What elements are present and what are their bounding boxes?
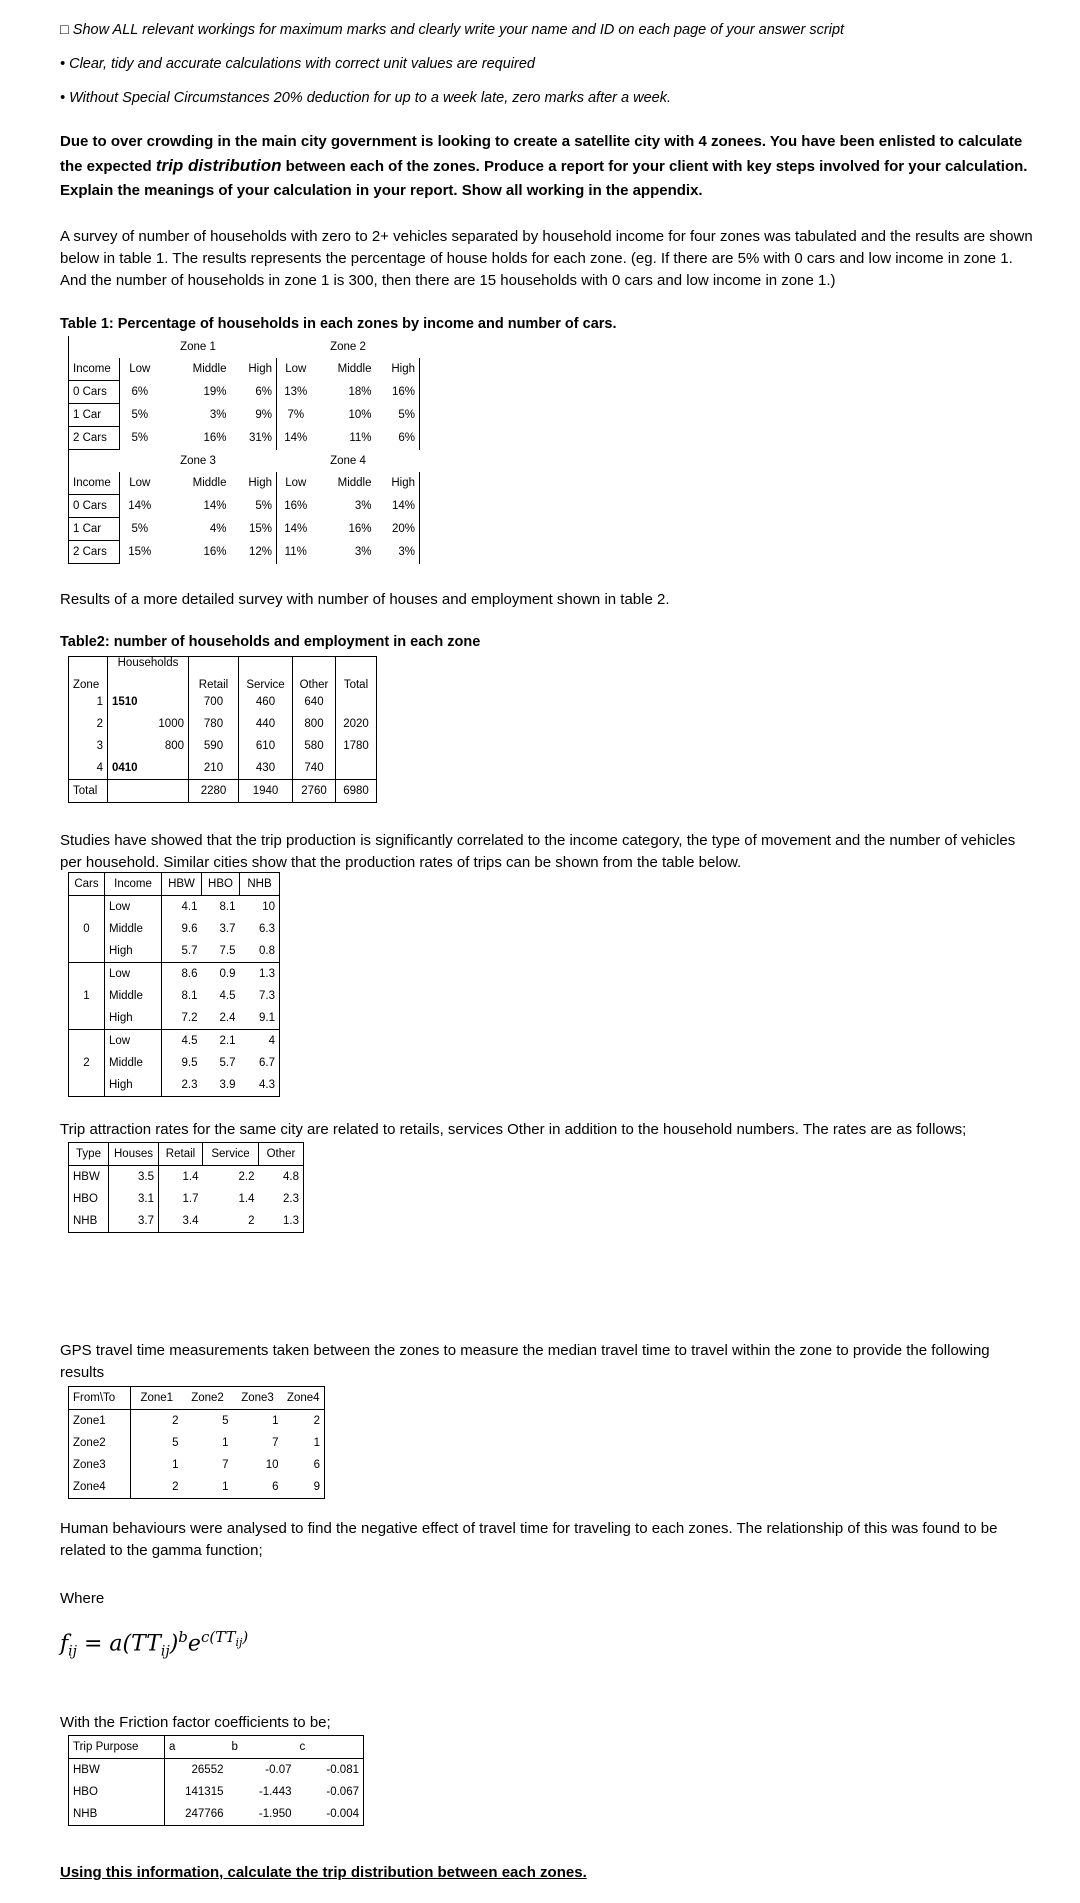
friction-coefficient: -1.443 bbox=[258, 1786, 292, 1798]
production-rate: 4.5 bbox=[162, 1030, 202, 1053]
table1-cell: 4% bbox=[209, 523, 227, 535]
friction-coefficient: 141315 bbox=[185, 1786, 224, 1798]
table1-cell: 19% bbox=[203, 386, 227, 398]
table2-zone: 2 bbox=[69, 713, 108, 735]
production-rate: 10 bbox=[262, 901, 275, 913]
table1-cell: 5% bbox=[131, 409, 149, 421]
table1-row bbox=[69, 518, 420, 541]
table2-households: 800 bbox=[108, 735, 189, 757]
attraction-header-row bbox=[69, 1143, 304, 1166]
table1-cell: 3% bbox=[376, 541, 420, 564]
formula-lhs: f bbox=[60, 1631, 69, 1657]
production-rate: 4.1 bbox=[181, 901, 198, 913]
travel-time: 9 bbox=[313, 1481, 320, 1493]
friction-header: b bbox=[228, 1736, 296, 1759]
production-rate: 6.7 bbox=[259, 1057, 275, 1069]
attraction-type: HBW bbox=[69, 1166, 109, 1189]
table1-income-level: High bbox=[231, 358, 277, 381]
table1-cell: 9% bbox=[231, 404, 277, 427]
travel-row bbox=[69, 1410, 325, 1433]
travel-time: 2 bbox=[172, 1481, 179, 1493]
table2-header: Service bbox=[239, 657, 293, 691]
travel-row bbox=[69, 1476, 325, 1499]
travel-header: Zone3 bbox=[233, 1387, 283, 1410]
table1-cell: 16% bbox=[376, 381, 420, 404]
table2 bbox=[68, 656, 377, 803]
formula-e: e bbox=[187, 1631, 201, 1657]
production-header-row bbox=[69, 873, 280, 896]
friction-purpose: HBW bbox=[69, 1759, 165, 1782]
table1-row-label: 2 Cars bbox=[69, 427, 120, 450]
table2-other: 2760 bbox=[293, 779, 336, 802]
table1-cell: 15% bbox=[128, 546, 152, 558]
table1-cell: 13% bbox=[284, 386, 308, 398]
table1-income-level: Low bbox=[285, 477, 307, 490]
table1-cell: 14% bbox=[376, 495, 420, 518]
table1-income-level: High bbox=[376, 472, 420, 495]
production-cars: 0 bbox=[69, 918, 105, 940]
friction-coefficient: -0.07 bbox=[265, 1764, 292, 1776]
travel-time: 5 bbox=[172, 1437, 179, 1449]
production-rate: 0.9 bbox=[202, 963, 240, 986]
production-row bbox=[69, 918, 280, 940]
travel-header: Zone2 bbox=[183, 1387, 233, 1410]
table1-cell: 31% bbox=[231, 427, 277, 450]
friction-coefficient: 247766 bbox=[185, 1808, 224, 1820]
table2-other: 640 bbox=[293, 691, 336, 713]
friction-table bbox=[68, 1735, 364, 1826]
table1-income-label: Income bbox=[69, 358, 120, 381]
travel-header: Zone1 bbox=[131, 1387, 183, 1410]
friction-coefficient: -0.004 bbox=[326, 1808, 359, 1820]
production-rate: 5.7 bbox=[219, 1057, 236, 1069]
brief-emphasis: trip distribution bbox=[155, 156, 282, 175]
attraction-rate: 2 bbox=[248, 1215, 255, 1227]
table1-income-level: High bbox=[231, 472, 277, 495]
production-rate: 2.1 bbox=[202, 1030, 240, 1053]
production-header: HBO bbox=[202, 873, 240, 896]
attraction-row bbox=[69, 1210, 304, 1233]
table1-cell: 5% bbox=[376, 404, 420, 427]
production-rate: 1.3 bbox=[240, 963, 280, 986]
travel-time: 6 bbox=[272, 1481, 279, 1493]
production-rate: 4 bbox=[240, 1030, 280, 1053]
travel-time: 1 bbox=[172, 1459, 179, 1471]
table2-total: 6980 bbox=[336, 779, 377, 802]
production-income: High bbox=[105, 1074, 162, 1097]
travel-time: 1 bbox=[313, 1437, 320, 1449]
table1-empty-cell bbox=[69, 336, 120, 358]
attraction-rate: 2.2 bbox=[238, 1171, 255, 1183]
attraction-rate: 1.3 bbox=[283, 1215, 299, 1227]
production-row bbox=[69, 1052, 280, 1074]
table1-cell: 6% bbox=[231, 381, 277, 404]
table1-row-label: 1 Car bbox=[69, 404, 120, 427]
table2-zone: Total bbox=[69, 779, 108, 802]
attraction-rate: 1.7 bbox=[182, 1193, 199, 1205]
production-rate: 8.6 bbox=[162, 963, 202, 986]
table1-cell: 14% bbox=[128, 500, 152, 512]
table1-cell: 15% bbox=[231, 518, 277, 541]
table1-cell: 18% bbox=[348, 386, 372, 398]
table1-cell: 11% bbox=[284, 546, 307, 558]
production-rate: 2.4 bbox=[219, 1012, 236, 1024]
attraction-table bbox=[68, 1142, 304, 1233]
table1-cell: 3% bbox=[354, 546, 372, 558]
friction-row bbox=[69, 1759, 364, 1782]
attraction-rate: 3.7 bbox=[109, 1210, 159, 1233]
travel-from-zone: Zone3 bbox=[69, 1454, 131, 1476]
table1 bbox=[68, 336, 420, 564]
table2-total bbox=[336, 691, 377, 713]
friction-header: c bbox=[296, 1736, 364, 1759]
travel-from-zone: Zone2 bbox=[69, 1432, 131, 1454]
attraction-row bbox=[69, 1188, 304, 1210]
table1-cell: 6% bbox=[131, 386, 149, 398]
formula-exp-close: ) bbox=[242, 1628, 249, 1646]
table2-row bbox=[69, 691, 377, 713]
table2-households: 0410 bbox=[108, 757, 189, 780]
production-cars bbox=[69, 1007, 105, 1030]
travel-time: 7 bbox=[272, 1437, 279, 1449]
table2-row bbox=[69, 713, 377, 735]
table2-retail: 700 bbox=[189, 691, 239, 713]
gps-paragraph: GPS travel time measurements taken between the zones to measure the median travel time to travel within the zone to provide the following results bbox=[60, 1342, 990, 1381]
production-header: Income bbox=[105, 873, 162, 896]
table1-income-level: Low bbox=[129, 477, 151, 490]
production-cars: 2 bbox=[69, 1052, 105, 1074]
attraction-header: Type bbox=[69, 1143, 109, 1166]
production-cars bbox=[69, 896, 105, 919]
travel-time: 2 bbox=[172, 1415, 179, 1427]
table1-row bbox=[69, 495, 420, 518]
production-rate: 8.1 bbox=[219, 901, 236, 913]
table1-empty-cell bbox=[69, 450, 120, 473]
table2-row bbox=[69, 779, 377, 802]
table2-retail: 2280 bbox=[189, 779, 239, 802]
instruction-1: □ Show ALL relevant workings for maximum marks and clearly write your name and ID on each page of your answer script bbox=[60, 22, 845, 38]
friction-purpose: HBO bbox=[69, 1781, 165, 1803]
attraction-rate: 3.5 bbox=[109, 1166, 159, 1189]
table1-cell: 5% bbox=[131, 432, 149, 444]
table1-cell: 14% bbox=[203, 500, 227, 512]
travel-time: 1 bbox=[222, 1437, 229, 1449]
table1-caption: Table 1: Percentage of households in each zones by income and number of cars. bbox=[60, 316, 617, 332]
attraction-type: HBO bbox=[69, 1188, 109, 1210]
friction-header: a bbox=[165, 1736, 228, 1759]
friction-row bbox=[69, 1803, 364, 1826]
table1-zone-label: Zone 1 bbox=[180, 341, 216, 353]
table2-other: 580 bbox=[293, 735, 336, 757]
travel-time: 2 bbox=[313, 1415, 320, 1427]
table2-zone: 1 bbox=[69, 691, 108, 713]
table1-row bbox=[69, 427, 420, 450]
attraction-header: Houses bbox=[109, 1143, 159, 1166]
attraction-row bbox=[69, 1166, 304, 1189]
production-income: Middle bbox=[105, 1052, 162, 1074]
table2-header: Total bbox=[343, 678, 369, 691]
table1-income-level: Low bbox=[285, 363, 307, 376]
table1-income-header-row bbox=[69, 472, 420, 495]
table1-income-level: Middle bbox=[337, 363, 372, 376]
production-cars bbox=[69, 963, 105, 986]
table1-row-label: 2 Cars bbox=[69, 541, 120, 564]
table1-row bbox=[69, 541, 420, 564]
formula-exp-c-sub: ij bbox=[235, 1636, 243, 1649]
table1-zone-label: Zone 4 bbox=[330, 454, 366, 467]
friction-paragraph: With the Friction factor coefficients to be; bbox=[60, 1714, 331, 1731]
table1-cell: 16% bbox=[203, 546, 227, 558]
production-header: HBW bbox=[162, 873, 202, 896]
table1-income-level: Low bbox=[129, 363, 151, 376]
table1-zone-header-row bbox=[69, 336, 420, 358]
friction-coefficient: -0.081 bbox=[326, 1764, 359, 1776]
instruction-2: • Clear, tidy and accurate calculations with correct unit values are required bbox=[60, 56, 535, 72]
table2-total bbox=[336, 757, 377, 780]
travel-row bbox=[69, 1454, 325, 1476]
production-rate: 9.6 bbox=[181, 923, 198, 935]
production-income: High bbox=[105, 1007, 162, 1030]
table1-cell: 10% bbox=[348, 409, 372, 421]
production-rate: 7.5 bbox=[219, 945, 236, 957]
production-row bbox=[69, 896, 280, 919]
table1-cell: 3% bbox=[354, 500, 372, 512]
production-cars bbox=[69, 1030, 105, 1053]
production-cars bbox=[69, 1074, 105, 1097]
table2-other: 800 bbox=[293, 713, 336, 735]
production-rate: 3.7 bbox=[219, 923, 236, 935]
friction-coefficient: -1.950 bbox=[258, 1808, 292, 1820]
table1-cell: 12% bbox=[231, 541, 277, 564]
table1-cell: 16% bbox=[203, 432, 227, 444]
table2-service: 460 bbox=[239, 691, 293, 713]
travel-header: Zone4 bbox=[283, 1387, 325, 1410]
production-rate: 2.3 bbox=[181, 1079, 198, 1091]
travel-time-table bbox=[68, 1386, 325, 1499]
table1-income-label: Income bbox=[69, 472, 120, 495]
table1-cell: 20% bbox=[376, 518, 420, 541]
attraction-header: Service bbox=[203, 1143, 259, 1166]
table1-cell: 6% bbox=[376, 427, 420, 450]
table1-row-label: 0 Cars bbox=[69, 495, 120, 518]
production-rate: 7.2 bbox=[181, 1012, 198, 1024]
brief-part2: between each of the zones. Produce a report for your client with key steps involved for your calculation. Explain the meanings of your calculation in your report. Show all working in the appendix. bbox=[60, 158, 1028, 199]
friction-header-row bbox=[69, 1736, 364, 1759]
travel-time: 1 bbox=[272, 1415, 279, 1427]
travel-from-zone: Zone4 bbox=[69, 1476, 131, 1499]
formula-lhs-sub: ij bbox=[68, 1643, 77, 1660]
travel-time: 1 bbox=[222, 1481, 229, 1493]
behaviour-paragraph: Human behaviours were analysed to find the negative effect of travel time for traveling to each zones. The relationship of this was found to be related to the gamma function; bbox=[60, 1520, 998, 1559]
table2-households bbox=[108, 779, 189, 802]
table2-other: 740 bbox=[293, 757, 336, 780]
table2-row bbox=[69, 735, 377, 757]
brief-part1: Due to over crowding in the main city government is looking to create a satellite city with 4 zonees. You have been enlisted to calculate the expected bbox=[60, 133, 1023, 175]
production-table bbox=[68, 872, 280, 1097]
friction-header: Trip Purpose bbox=[69, 1736, 165, 1759]
table2-header: Households bbox=[108, 657, 189, 691]
formula-exp-c: c(TT bbox=[200, 1628, 236, 1646]
table1-zone-label: Zone 2 bbox=[330, 341, 366, 353]
attraction-rate: 1.4 bbox=[238, 1193, 255, 1205]
production-row bbox=[69, 1074, 280, 1097]
production-row bbox=[69, 1030, 280, 1053]
production-rate: 5.7 bbox=[181, 945, 198, 957]
travel-time: 5 bbox=[222, 1415, 229, 1427]
travel-header-row bbox=[69, 1387, 325, 1410]
table2-caption: Table2: number of households and employment in each zone bbox=[60, 634, 481, 650]
production-header: NHB bbox=[240, 873, 280, 896]
production-paragraph: Studies have showed that the trip production is significantly correlated to the income category, the type of movement and the number of vehicles per household. Similar cities show that the production rates of trips can be shown from the table below. bbox=[60, 832, 1016, 871]
table1-cell: 14% bbox=[284, 432, 308, 444]
production-income: Middle bbox=[105, 918, 162, 940]
production-income: Middle bbox=[105, 985, 162, 1007]
travel-row bbox=[69, 1432, 325, 1454]
table2-service: 1940 bbox=[239, 779, 293, 802]
attraction-header: Other bbox=[259, 1143, 304, 1166]
friction-coefficient: -0.067 bbox=[326, 1786, 359, 1798]
table2-retail: 780 bbox=[189, 713, 239, 735]
friction-coefficient: 26552 bbox=[191, 1764, 224, 1776]
table2-households: 1510 bbox=[108, 691, 189, 713]
table2-total: 2020 bbox=[343, 717, 369, 730]
table1-income-header-row bbox=[69, 358, 420, 381]
table2-service: 440 bbox=[239, 713, 293, 735]
attraction-type: NHB bbox=[69, 1210, 109, 1233]
formula-exp-b: b bbox=[178, 1628, 188, 1646]
table2-row bbox=[69, 757, 377, 780]
attraction-rate: 1.4 bbox=[182, 1171, 199, 1183]
gamma-function-formula bbox=[60, 1628, 248, 1660]
table2-retail: 210 bbox=[189, 757, 239, 780]
table2-header: Zone bbox=[69, 657, 108, 691]
table1-cell: 5% bbox=[131, 523, 149, 535]
production-rate: 0.8 bbox=[259, 945, 275, 957]
table1-income-level: High bbox=[376, 358, 420, 381]
formula-close: ) bbox=[169, 1631, 179, 1657]
production-cars bbox=[69, 940, 105, 963]
production-rate: 9.1 bbox=[259, 1012, 275, 1024]
table2-service: 430 bbox=[239, 757, 293, 780]
brief-paragraph bbox=[60, 130, 1035, 203]
where-label: Where bbox=[60, 1590, 105, 1607]
table2-header-row bbox=[69, 657, 377, 691]
formula-equals: = a(TT bbox=[83, 1631, 161, 1657]
table1-cell: 16% bbox=[348, 523, 372, 535]
detailed-survey-text: Results of a more detailed survey with number of houses and employment shown in table 2. bbox=[60, 591, 670, 608]
production-rate: 9.5 bbox=[181, 1057, 198, 1069]
production-rate: 4.3 bbox=[259, 1079, 275, 1091]
production-row bbox=[69, 940, 280, 963]
friction-row bbox=[69, 1781, 364, 1803]
table1-zone-header-row bbox=[69, 450, 420, 473]
production-row bbox=[69, 985, 280, 1007]
table1-income-level: Middle bbox=[192, 477, 227, 490]
instruction-3: • Without Special Circumstances 20% deduction for up to a week late, zero marks after a week. bbox=[60, 90, 672, 106]
table2-total: 1780 bbox=[343, 739, 369, 752]
production-income: Low bbox=[105, 1030, 162, 1053]
table1-cell: 11% bbox=[349, 432, 372, 444]
table1-income-level: Middle bbox=[337, 477, 372, 490]
table2-zone: 4 bbox=[69, 757, 108, 780]
table2-households: 1000 bbox=[108, 713, 189, 735]
table1-cell: 3% bbox=[209, 409, 227, 421]
table1-cell: 14% bbox=[284, 523, 308, 535]
production-rate: 6.3 bbox=[259, 923, 275, 935]
table1-row-label: 0 Cars bbox=[69, 381, 120, 404]
production-rate: 7.3 bbox=[259, 990, 275, 1002]
formula-tt-sub: ij bbox=[160, 1643, 170, 1660]
production-income: Low bbox=[105, 896, 162, 919]
table1-zone-label: Zone 3 bbox=[180, 454, 216, 467]
attraction-rate: 4.8 bbox=[283, 1171, 299, 1183]
production-header: Cars bbox=[69, 873, 105, 896]
table1-row bbox=[69, 404, 420, 427]
table2-header: Other bbox=[293, 657, 336, 691]
attraction-rate: 2.3 bbox=[283, 1193, 299, 1205]
table1-income-level: Middle bbox=[192, 363, 227, 376]
table1-cell: 7% bbox=[287, 409, 305, 421]
survey-paragraph: A survey of number of households with zero to 2+ vehicles separated by household income for four zones was tabulated and the results are shown below in table 1. The results represents the percentage of house holds for each zone. (eg. If there are 5% with 0 cars and low income in zone 1. And the number of households in zone 1 is 300, then there are 15 households with 0 cars and low income in zone 1.) bbox=[60, 228, 1033, 289]
table2-service: 610 bbox=[239, 735, 293, 757]
table1-row bbox=[69, 381, 420, 404]
attraction-paragraph: Trip attraction rates for the same city are related to retails, services Other in addition to the household numbers. The rates are as follows; bbox=[60, 1121, 967, 1138]
production-rate: 4.5 bbox=[219, 990, 236, 1002]
friction-purpose: NHB bbox=[69, 1803, 165, 1826]
travel-time: 7 bbox=[222, 1459, 229, 1471]
table2-zone: 3 bbox=[69, 735, 108, 757]
table1-row-label: 1 Car bbox=[69, 518, 120, 541]
production-rate: 3.9 bbox=[219, 1079, 236, 1091]
table2-retail: 590 bbox=[189, 735, 239, 757]
production-row bbox=[69, 1007, 280, 1030]
production-income: Low bbox=[105, 963, 162, 986]
attraction-rate: 3.4 bbox=[182, 1215, 199, 1227]
production-income: High bbox=[105, 940, 162, 963]
table2-header: Retail bbox=[189, 657, 239, 691]
attraction-rate: 3.1 bbox=[109, 1188, 159, 1210]
travel-header: From\To bbox=[69, 1387, 131, 1410]
production-rate: 8.1 bbox=[181, 990, 198, 1002]
attraction-header: Retail bbox=[159, 1143, 203, 1166]
table1-cell: 16% bbox=[284, 500, 308, 512]
final-instruction: Using this information, calculate the trip distribution between each zones. bbox=[60, 1864, 587, 1881]
production-cars: 1 bbox=[69, 985, 105, 1007]
table1-cell: 5% bbox=[231, 495, 277, 518]
travel-time: 10 bbox=[265, 1459, 279, 1471]
travel-time: 6 bbox=[313, 1459, 320, 1471]
travel-from-zone: Zone1 bbox=[69, 1410, 131, 1433]
production-row bbox=[69, 963, 280, 986]
